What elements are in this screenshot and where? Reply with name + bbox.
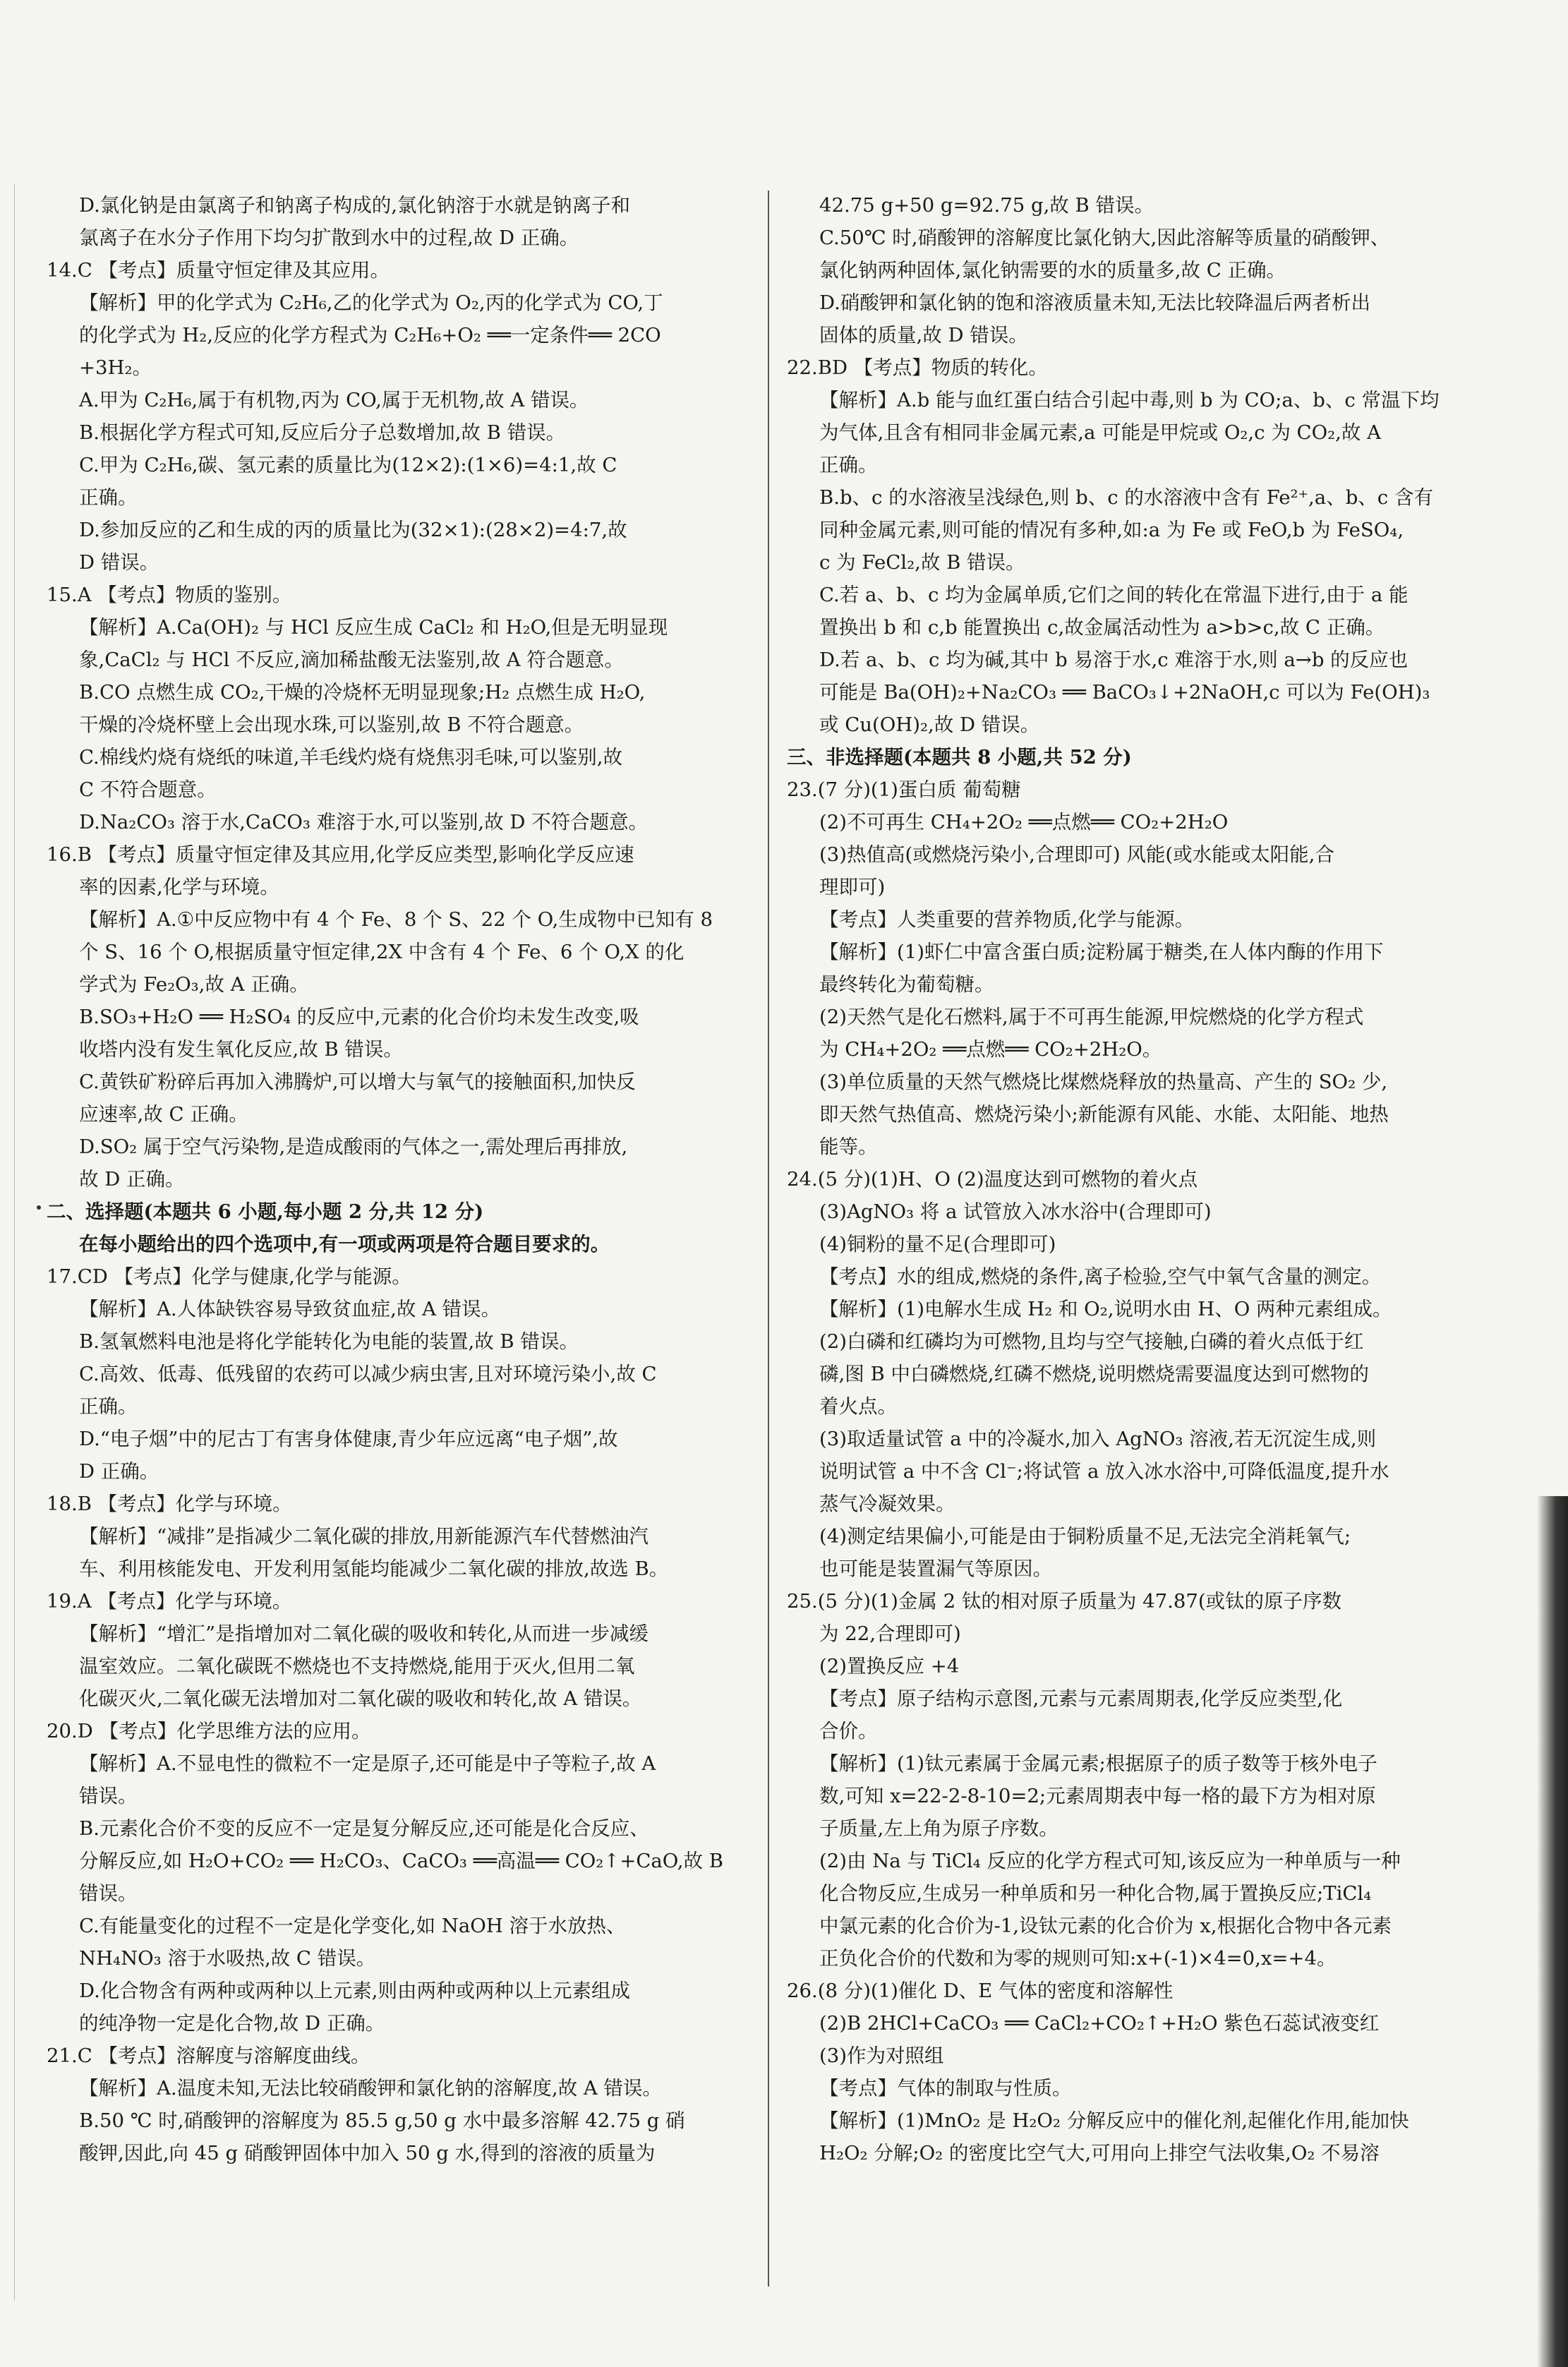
left-text-line: 19.A 【考点】化学与环境。 xyxy=(47,1590,292,1613)
right-text-line: (2)白磷和红磷均为可燃物,且均与空气接触,白磷的着火点低于红 xyxy=(819,1330,1364,1353)
left-text-line: 应速率,故 C 正确。 xyxy=(79,1103,248,1126)
right-text-line: (2)天然气是化石燃料,属于不可再生能源,甲烷燃烧的化学方程式 xyxy=(819,1006,1364,1028)
left-text-line: 率的因素,化学与环境。 xyxy=(79,876,279,898)
left-text-line: 16.B 【考点】质量守恒定律及其应用,化学反应类型,影响化学反应速 xyxy=(47,843,634,866)
left-text-line: 14.C 【考点】质量守恒定律及其应用。 xyxy=(47,259,390,282)
left-text-line: 化碳灭火,二氧化碳无法增加对二氧化碳的吸收和转化,故 A 错误。 xyxy=(79,1687,642,1710)
page-edge-line xyxy=(14,183,15,2301)
right-text-line: C.若 a、b、c 均为金属单质,它们之间的转化在常温下进行,由于 a 能 xyxy=(819,584,1409,606)
left-text-line: B.50 ℃ 时,硝酸钾的溶解度为 85.5 g,50 g 水中最多溶解 42.75 g 硝 xyxy=(79,2109,685,2132)
left-text-line: 21.C 【考点】溶解度与溶解度曲线。 xyxy=(47,2044,370,2067)
right-text-line: 同种金属元素,则可能的情况有多种,如:a 为 Fe 或 FeO,b 为 FeSO₄, xyxy=(819,519,1404,541)
right-text-line: 为 22,合理即可) xyxy=(819,1622,961,1645)
right-text-line: B.b、c 的水溶液呈浅绿色,则 b、c 的水溶液中含有 Fe²⁺,a、b、c 含有 xyxy=(819,486,1433,509)
left-column xyxy=(47,189,752,2169)
right-text-line: (4)测定结果偏小,可能是由于铜粉质量不足,无法完全消耗氧气; xyxy=(819,1525,1351,1548)
right-text-line: c 为 FeCl₂,故 B 错误。 xyxy=(819,551,1025,574)
right-text-line: (3)取适量试管 a 中的冷凝水,加入 AgNO₃ 溶液,若无沉淀生成,则 xyxy=(819,1428,1377,1450)
right-text-line: 固体的质量,故 D 错误。 xyxy=(819,324,1028,347)
left-text-line: 酸钾,因此,向 45 g 硝酸钾固体中加入 50 g 水,得到的溶液的质量为 xyxy=(79,2142,656,2164)
left-text-line: 15.A 【考点】物质的鉴别。 xyxy=(47,584,292,606)
left-text-line: 的纯净物一定是化合物,故 D 正确。 xyxy=(79,2012,385,2035)
right-text-line: D.若 a、b、c 均为碱,其中 b 易溶于水,c 难溶于水,则 a→b 的反应也 xyxy=(819,649,1409,671)
right-text-line: 子质量,左上角为原子序数。 xyxy=(819,1817,1059,1840)
right-text-line: 最终转化为葡萄糖。 xyxy=(819,973,994,996)
left-text-line: 【解析】A.人体缺铁容易导致贫血症,故 A 错误。 xyxy=(79,1298,501,1320)
left-text-line: D.参加反应的乙和生成的丙的质量比为(32×1):(28×2)=4:7,故 xyxy=(79,519,627,541)
right-text-line: (3)热值高(或燃烧污染小,合理即可) 风能(或水能或太阳能,合 xyxy=(819,843,1334,866)
left-text-line: 正确。 xyxy=(79,1395,138,1418)
right-text-line: 正负化合价的代数和为零的规则可知:x+(-1)×4=0,x=+4。 xyxy=(819,1947,1337,1970)
right-text-line: 42.75 g+50 g=92.75 g,故 B 错误。 xyxy=(819,194,1154,217)
right-text-line: (2)B 2HCl+CaCO₃ ══ CaCl₂+CO₂↑+H₂O 紫色石蕊试液变红 xyxy=(819,2012,1380,2035)
right-text-line: 【考点】气体的制取与性质。 xyxy=(819,2077,1072,2100)
right-text-line: 中氯元素的化合价为-1,设钛元素的化合价为 x,根据化合物中各元素 xyxy=(819,1915,1392,1937)
right-text-line: (2)置换反应 +4 xyxy=(819,1655,960,1678)
right-text-line: 数,可知 x=22-2-8-10=2;元素周期表中每一格的最下方为相对原 xyxy=(819,1785,1376,1807)
right-text-line: 24.(5 分)(1)H、O (2)温度达到可燃物的着火点 xyxy=(787,1168,1198,1191)
left-text-line: 错误。 xyxy=(79,1785,138,1807)
right-text-line: 【解析】(1)电解水生成 H₂ 和 O₂,说明水由 H、O 两种元素组成。 xyxy=(819,1298,1392,1320)
right-text-line: 正确。 xyxy=(819,454,878,476)
left-text-line: D.化合物含有两种或两种以上元素,则由两种或两种以上元素组成 xyxy=(79,1980,631,2002)
right-text-line: D.硝酸钾和氯化钠的饱和溶液质量未知,无法比较降温后两者析出 xyxy=(819,291,1371,314)
left-text-line: 【解析】A.①中反应物中有 4 个 Fe、8 个 S、22 个 O,生成物中已知有 8 xyxy=(79,908,713,931)
right-text-line: (3)AgNO₃ 将 a 试管放入冰水浴中(合理即可) xyxy=(819,1200,1212,1223)
left-text-line: 故 D 正确。 xyxy=(79,1168,185,1191)
left-text-line: C 不符合题意。 xyxy=(79,778,217,801)
left-text-line: 【解析】A.不显电性的微粒不一定是原子,还可能是中子等粒子,故 A xyxy=(79,1752,656,1775)
right-text-line: 或 Cu(OH)₂,故 D 错误。 xyxy=(819,713,1040,736)
right-text-line: 为气体,且含有相同非金属元素,a 可能是甲烷或 O₂,c 为 CO₂,故 A xyxy=(819,421,1382,444)
right-text-line: 23.(7 分)(1)蛋白质 葡萄糖 xyxy=(787,778,1021,801)
left-text-line: D.“电子烟”中的尼古丁有害身体健康,青少年应远离“电子烟”,故 xyxy=(79,1428,618,1450)
right-text-line: 三、非选择题(本题共 8 小题,共 52 分) xyxy=(787,746,1132,769)
left-text-line: D.SO₂ 属于空气污染物,是造成酸雨的气体之一,需处理后再排放, xyxy=(79,1136,628,1158)
right-text-line: (4)铜粉的量不足(合理即可) xyxy=(819,1233,1056,1255)
right-text-line: H₂O₂ 分解;O₂ 的密度比空气大,可用向上排空气法收集,O₂ 不易溶 xyxy=(819,2142,1380,2164)
left-text-line: 正确。 xyxy=(79,486,138,509)
left-text-line: 车、利用核能发电、开发利用氢能均能减少二氧化碳的排放,故选 B。 xyxy=(79,1558,669,1580)
left-text-line: C.有能量变化的过程不一定是化学变化,如 NaOH 溶于水放热、 xyxy=(79,1915,626,1937)
left-text-line: D.Na₂CO₃ 溶于水,CaCO₃ 难溶于水,可以鉴别,故 D 不符合题意。 xyxy=(79,811,649,833)
left-text-line: 收塔内没有发生氧化反应,故 B 错误。 xyxy=(79,1038,403,1061)
right-text-line: 磷,图 B 中白磷燃烧,红磷不燃烧,说明燃烧需要温度达到可燃物的 xyxy=(819,1363,1369,1385)
left-text-line: NH₄NO₃ 溶于水吸热,故 C 错误。 xyxy=(79,1947,376,1970)
left-text-line: 个 S、16 个 O,根据质量守恒定律,2X 中含有 4 个 Fe、6 个 O,X 的化 xyxy=(79,941,685,963)
left-text-line: 【解析】A.Ca(OH)₂ 与 HCl 反应生成 CaCl₂ 和 H₂O,但是无明显现 xyxy=(79,616,668,639)
left-text-line: B.根据化学方程式可知,反应后分子总数增加,故 B 错误。 xyxy=(79,421,566,444)
left-text-line: 错误。 xyxy=(79,1882,138,1905)
right-text-line: 说明试管 a 中不含 Cl⁻;将试管 a 放入冰水浴中,可降低温度,提升水 xyxy=(819,1460,1389,1483)
left-text-line: 【解析】A.温度未知,无法比较硝酸钾和氯化钠的溶解度,故 A 错误。 xyxy=(79,2077,662,2100)
right-text-line: 为 CH₄+2O₂ ══点燃══ CO₂+2H₂O。 xyxy=(819,1038,1162,1061)
left-text-line: 象,CaCl₂ 与 HCl 不反应,滴加稀盐酸无法鉴别,故 A 符合题意。 xyxy=(79,649,624,671)
left-text-line: B.SO₃+H₂O ══ H₂SO₄ 的反应中,元素的化合价均未发生改变,吸 xyxy=(79,1006,639,1028)
right-text-line: 25.(5 分)(1)金属 2 钛的相对原子质量为 47.87(或钛的原子序数 xyxy=(787,1590,1342,1613)
page-shadow xyxy=(1537,1496,1568,2367)
left-text-line: A.甲为 C₂H₆,属于有机物,丙为 CO,属于无机物,故 A 错误。 xyxy=(79,389,589,411)
left-text-line: 20.D 【考点】化学思维方法的应用。 xyxy=(47,1720,371,1742)
left-text-line: 在每小题给出的四个选项中,有一项或两项是符合题目要求的。 xyxy=(79,1233,610,1255)
margin-dot xyxy=(37,1205,41,1210)
left-text-line: 【解析】“减排”是指减少二氧化碳的排放,用新能源汽车代替燃油汽 xyxy=(79,1525,649,1548)
right-text-line: 即天然气热值高、燃烧污染小;新能源有风能、水能、太阳能、地热 xyxy=(819,1103,1389,1126)
right-text-line: C.50℃ 时,硝酸钾的溶解度比氯化钠大,因此溶解等质量的硝酸钾、 xyxy=(819,227,1390,249)
right-text-line: 【解析】(1)MnO₂ 是 H₂O₂ 分解反应中的催化剂,起催化作用,能加快 xyxy=(819,2109,1409,2132)
left-text-line: B.CO 点燃生成 CO₂,干燥的冷烧杯无明显现象;H₂ 点燃生成 H₂O, xyxy=(79,681,646,704)
right-text-line: 能等。 xyxy=(819,1136,878,1158)
left-text-line: 18.B 【考点】化学与环境。 xyxy=(47,1493,292,1515)
right-text-line: 【考点】原子结构示意图,元素与元素周期表,化学反应类型,化 xyxy=(819,1687,1343,1710)
left-text-line: B.氢氧燃料电池是将化学能转化为电能的装置,故 B 错误。 xyxy=(79,1330,579,1353)
left-text-line: D 错误。 xyxy=(79,551,159,574)
right-column xyxy=(787,189,1514,2169)
left-text-line: D 正确。 xyxy=(79,1460,159,1483)
right-text-line: 可能是 Ba(OH)₂+Na₂CO₃ ══ BaCO₃↓+2NaOH,c 可以为 Fe(OH)₃ xyxy=(819,681,1430,704)
left-text-line: 17.CD 【考点】化学与健康,化学与能源。 xyxy=(47,1265,411,1288)
left-text-line: 二、选择题(本题共 6 小题,每小题 2 分,共 12 分) xyxy=(47,1200,484,1223)
right-text-line: 氯化钠两种固体,氯化钠需要的水的质量多,故 C 正确。 xyxy=(819,259,1286,282)
left-text-line: 【解析】甲的化学式为 C₂H₆,乙的化学式为 O₂,丙的化学式为 CO,丁 xyxy=(79,291,663,314)
right-text-line: 也可能是装置漏气等原因。 xyxy=(819,1558,1052,1580)
left-text-line: 学式为 Fe₂O₃,故 A 正确。 xyxy=(79,973,309,996)
left-text-line: C.高效、低毒、低残留的农药可以减少病虫害,且对环境污染小,故 C xyxy=(79,1363,657,1385)
left-text-line: +3H₂。 xyxy=(79,356,152,379)
left-text-line: 氯离子在水分子作用下均匀扩散到水中的过程,故 D 正确。 xyxy=(79,227,579,249)
left-text-line: C.甲为 C₂H₆,碳、氢元素的质量比为(12×2):(1×6)=4:1,故 C xyxy=(79,454,617,476)
left-text-line: C.黄铁矿粉碎后再加入沸腾炉,可以增大与氧气的接触面积,加快反 xyxy=(79,1071,636,1093)
right-text-line: (2)不可再生 CH₄+2O₂ ══点燃══ CO₂+2H₂O xyxy=(819,811,1229,833)
right-text-line: 【考点】水的组成,燃烧的条件,离子检验,空气中氧气含量的测定。 xyxy=(819,1265,1382,1288)
right-text-line: 化合物反应,生成另一种单质和另一种化合物,属于置换反应;TiCl₄ xyxy=(819,1882,1372,1905)
left-text-line: D.氯化钠是由氯离子和钠离子构成的,氯化钠溶于水就是钠离子和 xyxy=(79,194,631,217)
right-text-line: 【解析】A.b 能与血红蛋白结合引起中毒,则 b 为 CO;a、b、c 常温下均 xyxy=(819,389,1440,411)
right-text-line: (3)单位质量的天然气燃烧比煤燃烧释放的热量高、产生的 SO₂ 少, xyxy=(819,1071,1388,1093)
column-divider xyxy=(768,191,769,2287)
right-text-line: 着火点。 xyxy=(819,1395,897,1418)
right-text-line: 26.(8 分)(1)催化 D、E 气体的密度和溶解性 xyxy=(787,1980,1174,2002)
right-text-line: 22.BD 【考点】物质的转化。 xyxy=(787,356,1048,379)
right-text-line: 【考点】人类重要的营养物质,化学与能源。 xyxy=(819,908,1195,931)
right-text-line: 置换出 b 和 c,b 能置换出 c,故金属活动性为 a>b>c,故 C 正确。 xyxy=(819,616,1385,639)
left-text-line: 【解析】“增汇”是指增加对二氧化碳的吸收和转化,从而进一步减缓 xyxy=(79,1622,649,1645)
right-text-line: 蒸气冷凝效果。 xyxy=(819,1493,955,1515)
left-text-line: 温室效应。二氧化碳既不燃烧也不支持燃烧,能用于灭火,但用二氧 xyxy=(79,1655,635,1678)
left-text-line: 干燥的冷烧杯壁上会出现水珠,可以鉴别,故 B 不符合题意。 xyxy=(79,713,584,736)
right-text-line: 【解析】(1)钛元素属于金属元素;根据原子的质子数等于核外电子 xyxy=(819,1752,1377,1775)
left-text-line: B.元素化合价不变的反应不一定是复分解反应,还可能是化合反应、 xyxy=(79,1817,649,1840)
left-text-line: 分解反应,如 H₂O+CO₂ ══ H₂CO₃、CaCO₃ ══高温══ CO₂↑+CaO,故 B xyxy=(79,1850,723,1872)
right-text-line: 合价。 xyxy=(819,1720,878,1742)
right-text-line: (2)由 Na 与 TiCl₄ 反应的化学方程式可知,该反应为一种单质与一种 xyxy=(819,1850,1401,1872)
right-text-line: (3)作为对照组 xyxy=(819,2044,944,2067)
right-text-line: 理即可) xyxy=(819,876,886,898)
left-text-line: 的化学式为 H₂,反应的化学方程式为 C₂H₆+O₂ ══一定条件══ 2CO xyxy=(79,324,661,347)
right-text-line: 【解析】(1)虾仁中富含蛋白质;淀粉属于糖类,在人体内酶的作用下 xyxy=(819,941,1384,963)
left-text-line: C.棉线灼烧有烧纸的味道,羊毛线灼烧有烧焦羽毛味,可以鉴别,故 xyxy=(79,746,623,769)
